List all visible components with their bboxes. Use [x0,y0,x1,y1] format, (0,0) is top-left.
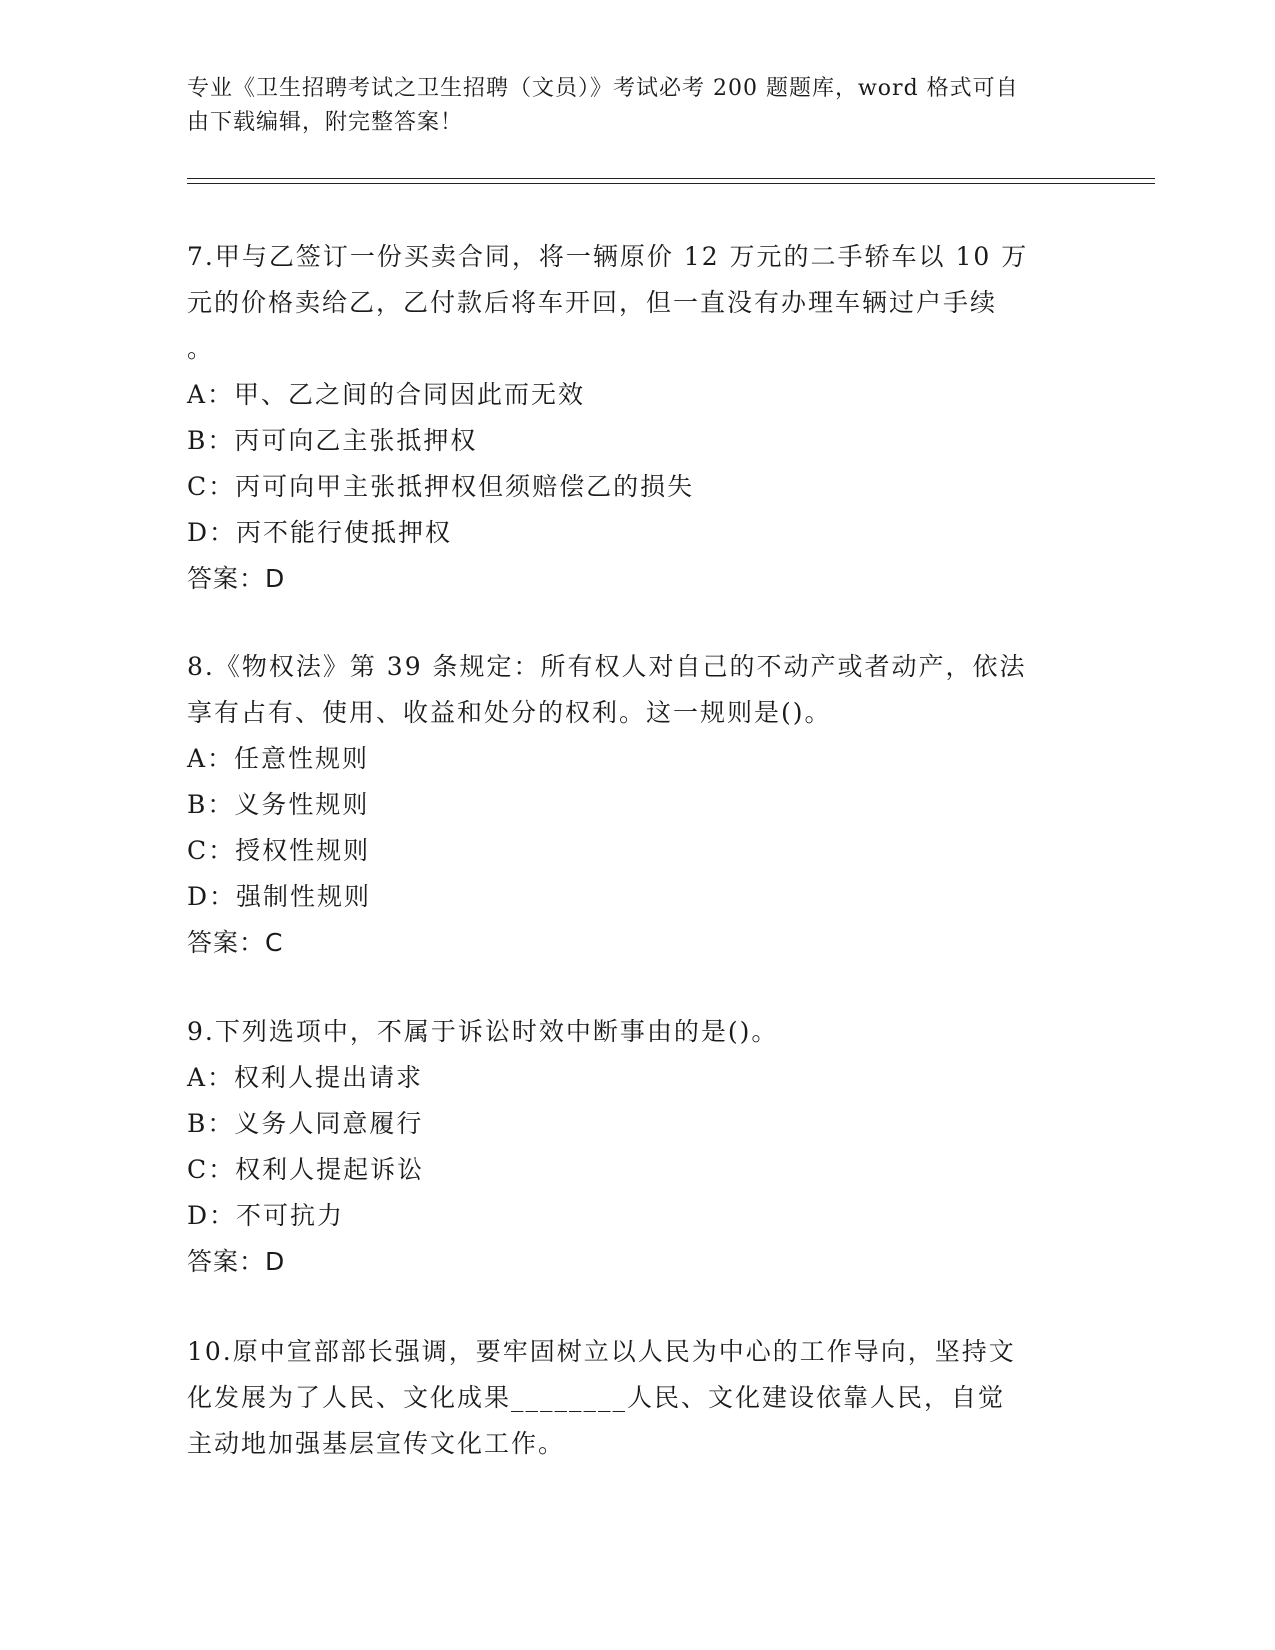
question-10 [187,1329,1087,1467]
answer-line: 答案：C [187,928,284,957]
option-c: C：丙可向甲主张抵押权但须赔偿乙的损失 [187,472,695,501]
question-stem [187,644,1087,736]
document-header [187,72,1067,140]
stem-line: 7.甲与乙签订一份买卖合同，将一辆原价 12 万元的二手轿车以 10 万 [187,242,1029,271]
stem-line: 元的价格卖给乙，乙付款后将车开回，但一直没有办理车辆过户手续 [187,288,998,317]
question-9 [187,1009,1087,1285]
stem-line: 享有占有、使用、收益和处分的权利。这一规则是()。 [187,698,832,727]
option-b: B：义务人同意履行 [187,1109,424,1138]
option-b: B：义务性规则 [187,790,370,819]
question-stem [187,1329,1087,1467]
question-stem [187,234,1087,372]
question-8 [187,644,1087,966]
option-a: A：甲、乙之间的合同因此而无效 [187,380,586,409]
option-d: D：丙不能行使抵押权 [187,518,453,547]
option-a: A：权利人提出请求 [187,1063,424,1092]
stem-line: 8.《物权法》第 39 条规定：所有权人对自己的不动产或者动产，依法 [187,652,1027,681]
stem-line: 。 [187,334,215,363]
answer-line: 答案：D [187,1247,286,1276]
header-divider-bottom [187,183,1155,184]
option-b: B：丙可向乙主张抵押权 [187,426,478,455]
option-a: A：任意性规则 [187,744,370,773]
question-7 [187,234,1087,602]
stem-line: 9.下列选项中，不属于诉讼时效中断事由的是()。 [187,1017,779,1046]
option-c: C：权利人提起诉讼 [187,1155,425,1184]
option-d: D：不可抗力 [187,1201,345,1230]
header-line-1: 专业《卫生招聘考试之卫生招聘（文员）》考试必考 200 题题库，word 格式可自 [187,76,1019,101]
option-d: D：强制性规则 [187,882,372,911]
header-line-2: 由下载编辑，附完整答案！ [187,110,464,135]
stem-line: 主动地加强基层宣传文化工作。 [187,1429,566,1458]
header-divider-top [187,178,1155,179]
option-c: C：授权性规则 [187,836,371,865]
stem-line: 10.原中宣部部长强调，要牢固树立以人民为中心的工作导向，坚持文 [187,1337,1016,1366]
question-stem [187,1009,1087,1055]
stem-line: 化发展为了人民、文化成果________人民、文化建设依靠人民，自觉 [187,1383,1006,1412]
answer-line: 答案：D [187,564,286,593]
